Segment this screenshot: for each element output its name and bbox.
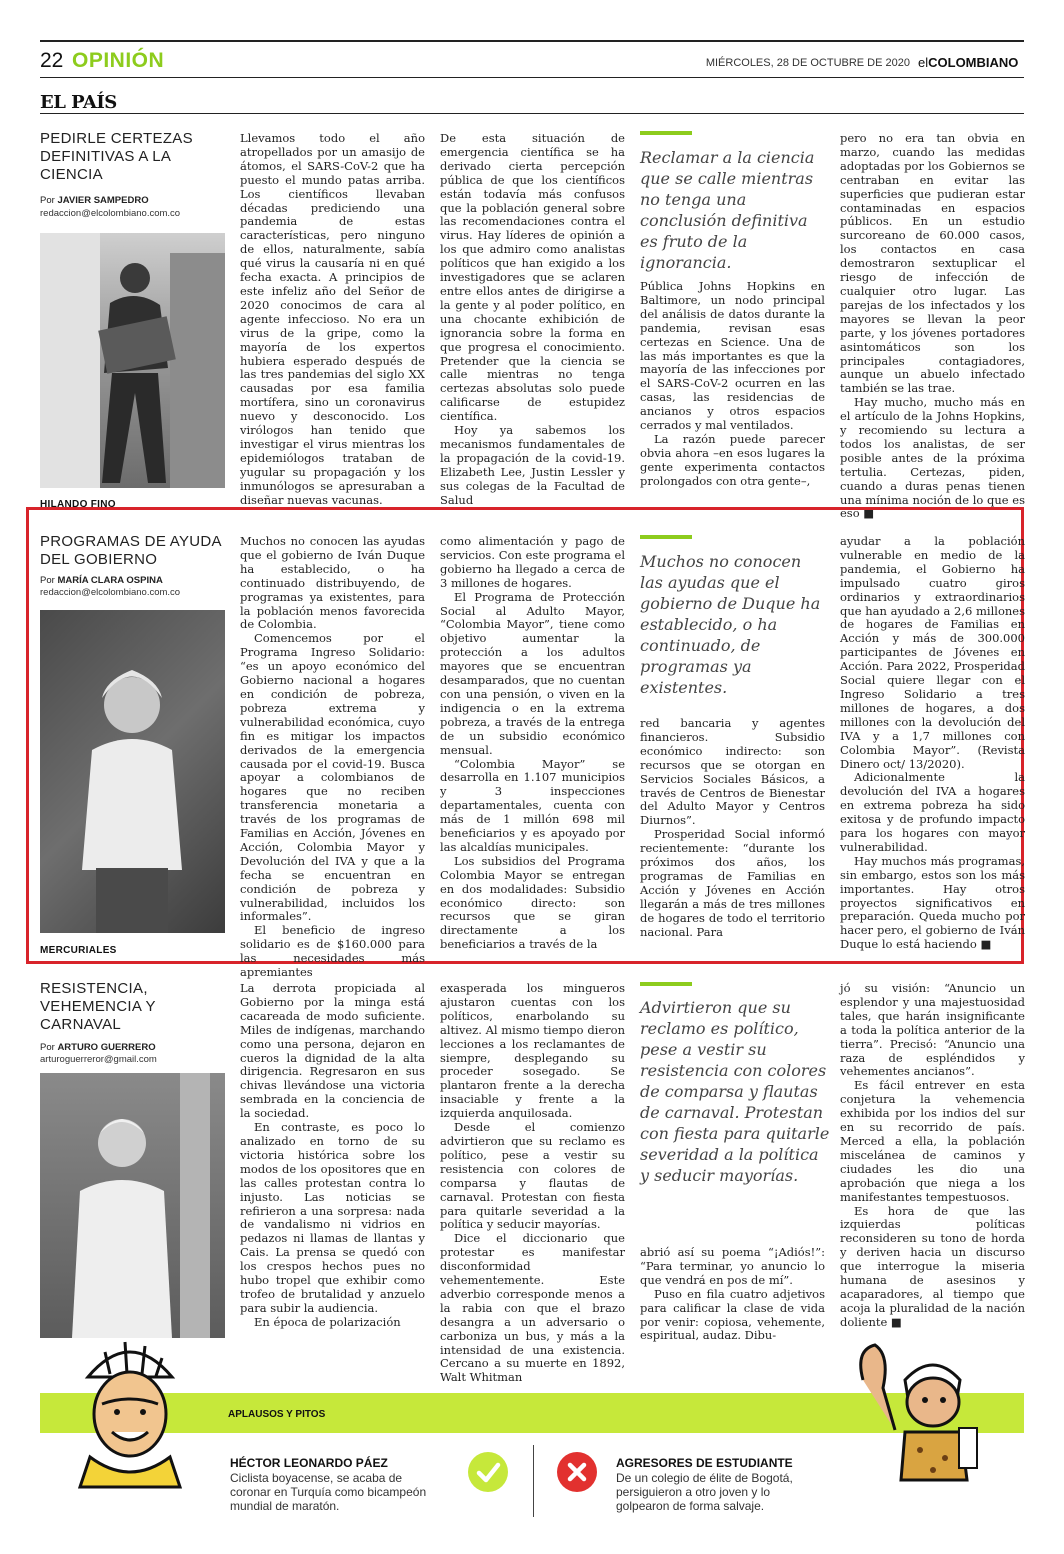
article3-email: arturoguerreror@gmail.com (40, 1054, 157, 1065)
brand-logo: elCOLOMBIANO (918, 55, 1019, 70)
paragraph: como alimentación y pago de servicios. Con este programa el gobierno ha llegado a cerca de 3 millones de hogares. (440, 534, 625, 590)
paragraph: En época de polarización (254, 1314, 401, 1329)
article2-column-tag: MERCURIALES (40, 945, 117, 956)
paragraph: “Colombia Mayor” se desarrolla en 1.107 municipios y 3 inspecciones departamentales, cuenta con más de 1 millón 698 mil beneficiarios y es apoyado por las alcaldías municipales. (440, 756, 625, 854)
paragraph: Pública Johns Hopkins en Baltimore, un nodo principal del análisis de datos durante la pandemia, revisan esas certezas en Science. Una de las más importantes es que la mayoría de las infecciones por el SARS-CoV-2 ocurren en las casas, las residencias de ancianos y otros espacios cerrados y mal ventilados. (640, 279, 825, 433)
paragraph: Muchos no conocen las ayudas que el gobierno de Iván Duque ha establecido, o ha continuado distribuyendo, de programas ya existentes, para la población menos favorecida de Colombia. (240, 534, 425, 632)
article2-byline: Por MARÍA CLARA OSPINA (40, 575, 163, 586)
article2-column-4 (840, 534, 1025, 952)
paragraph: Los subsidios del Programa Colombia Mayor se entregan en dos modalidades: Subsidio económico directo: son recursos que se giran directamente a los beneficiarios a través de la (440, 853, 625, 952)
paragraph: ayudar a la población vulnerable en medio de la pandemia, el Gobierno ha impulsado cuatro giros ordinarios y extraordinarios que han ayudado a 2,6 millones de hogares de Familias en Acción y más de 300.000 participantes de Jóvenes en Acción. Para 2022, Prosperidad Social quiere llegar con el Ingreso Solidario a tres millones de hogares, a dos millones con la devolución del IVA y a 1,7 millones con Colombia Mayor”. (Revista Dinero oct/ 13/2020). (840, 534, 1025, 771)
article1-column-1 (240, 131, 425, 507)
paragraph: Llevamos todo el año atropellados por un amasijo de átomos, el SARS-CoV-2 que ha puesto el mundo patas arriba. Los científicos llevaban décadas prediciendo una pandemia de estas características, pero ninguno de ellos, naturalmente, sabía qué virus la causaría ni en qué fecha exacta. A principios de este infeliz año del Señor de 2020 conocimos de cara al agente infeccioso. No era un virus de la gripe, como la mayoría de los expertos hubiera esperado después de las tres pandemias del siglo XX causadas por esa familia mortífera, sino un coronavirus nuevo y desconocido. Los virólogos han tenido que investigar el virus mientras los epidemiólogos trataban de yugular su propagación y los inmunólogos se apresuraban a diseñar nuevas vacunas. (240, 131, 425, 507)
section-title: OPINIÓN (72, 49, 165, 72)
top-rule (40, 40, 1024, 42)
aplausos-pitos-title: APLAUSOS Y PITOS (228, 1409, 326, 1420)
article3-byline: Por ARTURO GUERRERO (40, 1042, 156, 1053)
header-rule (40, 77, 1024, 78)
article1-column-2 (440, 131, 625, 507)
paragraph: Puso en fila cuatro adjetivos para calificar la clase de vida por venir: copiosa, vehemente, espiritual, audaz. Dibu- (640, 1286, 825, 1343)
article2-headline: PROGRAMAS DE AYUDA DEL GOBIERNO (40, 533, 221, 568)
masthead-rule (40, 113, 1024, 114)
article1-column-4 (840, 131, 1025, 521)
paragraph: Comencemos por el Programa Ingreso Solidario: “es un apoyo económico del Gobierno nacional a hogares en condición de pobreza, pobreza extrema y vulnerabilidad económica, cuyo fin es mitigar los impactos derivados de la emergencia causada por el covid-19. Busca apoyar a colombianos de hogares que no reciben transferencia monetaria a través de los programas de Familias en Acción, Jóvenes en Acción, Colombia Mayor y Devolución del IVA y que a la fecha se encuentran en condición de pobreza y vulnerabilidad, incluidos los informales”. (240, 631, 425, 924)
author-portrait (40, 610, 225, 933)
article1-pull-quote: Reclamar a la ciencia que se calle mientras no tenga una conclusión definitiva es fruto de la ignorancia. (640, 148, 815, 272)
paragraph: Es hora de que las izquierdas políticas reconsideren su tono de horda y deriven hacia un discurso que interrogue la miseria humana de asesinos y acaparadores, al tiempo que acoja la pluralidad de la nación doliente ■ (840, 1203, 1025, 1329)
applause-name: HÉCTOR LEONARDO PÁEZ (230, 1456, 388, 1470)
paragraph: Hay mucho, mucho más en el artículo de la Johns Hopkins, y recomiendo su lectura a todos los analistas, de ser posible antes de la próxima tertulia. Certezas, piden, cuando a duras penas tienen una mínima noción de lo que es eso ■ (840, 395, 1025, 521)
caveman-caricature (855, 1340, 985, 1490)
paragraph: El Programa de Protección Social al Adulto Mayor, “Colombia Mayor”, tiene como objetivo aumentar la protección a los adultos mayores que se encuentran desamparados, que no cuentan con una pensión, o viven en la indigencia o en la extrema pobreza, a través de la entrega de un subsidio económico mensual. (440, 589, 625, 757)
article3-column-4 (840, 982, 1025, 1357)
paragraph: Prosperidad Social informó recientemente: “durante los próximos dos años, los programas de Familias en Acción y Jóvenes en Acción llegarán a más de tres millones de hogares de todo el territorio nacional. Para (640, 827, 825, 939)
paragraph: En contraste, es poco lo analizado en torno de su victoria histórica sobre los modos de los opositores que en las calles protestan contra lo injusto. Las noticias se refirieron a una sorpresa: nada de vandalismo ni vidrios en pedazos ni llamas de llantas y Cais. La prensa se quedó con los crespos hechos pues no hubo tropel que exhibir como trofeo de brutalidad y anzuelo para subir la audiencia. (240, 1120, 425, 1315)
boo-name: AGRESORES DE ESTUDIANTE (616, 1456, 793, 1470)
paragraph: exasperada los mingueros ajustaron cuentas con los políticos, enarbolando su altivez. Al mismo tiempo dieron lecciones a los reclamantes de siempre, desplegando su proceder sosegado. Se plantaron frente a la derecha insaciable y frente a la izquierda anquilosada. (440, 981, 625, 1121)
footer-divider (533, 1445, 534, 1517)
article3-author: ARTURO GUERRERO (57, 1042, 156, 1053)
paragraph: Hay muchos más programas, sin embargo, estos son los más importantes. Hay otros proyectos significativos en preparación. Queda mucho por hacer pero, el gobierno de Iván Duque lo está haciendo ■ (840, 853, 1025, 952)
paragraph: El beneficio de ingreso solidario es de $160.000 para las necesidades más apremiantes (240, 923, 425, 980)
paragraph: red bancaria y agentes financieros. Subsidio económico indirecto: son recursos que se otorgan en Servicios Sociales Básicos, a través de Centros de Bienestar del Adulto Mayor y Centros Diurnos”. (640, 716, 825, 828)
article2-email: redaccion@elcolombiano.com.co (40, 587, 181, 598)
article3-pull-quote: Advirtieron que su reclamo es político, pese a vestir su resistencia con colores de comparsa y flautas de carnaval. Protestan con fiesta para quitarle severidad a la política y seducir mayorías. (640, 998, 830, 1185)
article2-column-2 (440, 534, 625, 952)
paragraph: De esta situación de emergencia científica se ha derivado cierta percepción pública de que los científicos están todavía más confusos que la población general sobre las recomendaciones contra el virus. Hay líderes de opinión a los que admiro como analistas políticos que han exigido a los investigadores que se aclaren entre ellos antes de dirigirse a la gente y al poder político, en una chocante exhibición de ignorancia sobre la forma en que progresa el conocimiento. Pretender que la ciencia se calle mientras no tenga certezas absolutas solo puede calificarse de estupidez científica. (440, 131, 625, 424)
article3-column-1 (240, 982, 425, 1357)
page-number: 22 (40, 49, 64, 72)
author-portrait (40, 1073, 225, 1338)
article3-author-photo (40, 1073, 225, 1338)
article3-column-2 (440, 981, 625, 1385)
article1-author-photo (40, 233, 225, 488)
statue-illustration (40, 233, 225, 488)
article1-byline: Por JAVIER SAMPEDRO (40, 195, 149, 206)
masthead-el-pais: EL PAÍS (40, 92, 117, 113)
article2-author: MARÍA CLARA OSPINA (57, 575, 163, 586)
article1-column-tag: HILANDO FINO (40, 499, 116, 510)
paragraph: Hoy ya sabemos los mecanismos fundamentales de la propagación de la covid-19. Elizabeth Lee, Justin Lessler y sus colegas de la Facultad de Salud (440, 423, 625, 507)
article2-pull-quote: Muchos no conocen las ayudas que el gobierno de Duque ha establecido, o ha continuado, de programas ya existentes. (640, 552, 821, 697)
article3-headline: RESISTENCIA, VEHEMENCIA Y CARNAVAL (40, 980, 156, 1033)
article1-pullquote-bar (640, 131, 692, 135)
article2-pullquote-bar (640, 535, 692, 539)
article2-column-3 (640, 717, 825, 939)
paragraph: Adicionalmente la devolución del IVA a hogares en extrema pobreza ha sido exitosa y de profundo impacto para los hogares con mayor vulnerabilidad. (840, 770, 1025, 854)
check-icon (468, 1452, 508, 1492)
article1-headline: PEDIRLE CERTEZAS DEFINITIVAS A LA CIENCIA (40, 130, 193, 183)
paragraph: La razón puede parecer obvia ahora –en esos lugares la gente experimenta contactos prolongados con otra gente–, (640, 431, 825, 488)
article2-column-1 (240, 534, 425, 980)
issue-date: MIÉRCOLES, 28 DE OCTUBRE DE 2020 (705, 57, 910, 69)
paragraph: abrió así su poema “¡Adiós!”: “Para terminar, yo anuncio lo que vendrá en pos de mí”. (640, 1245, 825, 1287)
boo-text: De un colegio de élite de Bogotá, persiguieron a otro joven y lo golpearon de forma salvaje. (616, 1471, 793, 1513)
applause-text: Ciclista boyacense, se acaba de coronar en Turquía como bicampeón mundial de maratón. (230, 1471, 427, 1513)
paragraph: Es fácil entrever en esta conjetura la vehemencia exhibida por los indios del sur en su recorrido de país. Merced a ella, la población miscelánea de caminos y ciudades les dio una aprobación que niega a los manifestantes tempestuosos. (840, 1078, 1025, 1204)
article1-column-3 (640, 280, 825, 492)
article1-author: JAVIER SAMPEDRO (57, 195, 149, 206)
paragraph: Desde el comienzo advirtieron que su reclamo es político, pese a vestir su resistencia con colores de comparsa y flautas de carnaval. Protestan con fiesta para quitarle severidad a la política y seducir mayorías. (440, 1120, 625, 1232)
cross-icon (557, 1452, 597, 1492)
article3-column-3 (640, 1246, 825, 1357)
paragraph: pero no era tan obvia en marzo, cuando las medidas adoptadas por los Gobiernos se centraban en evitar las superficies que pudieran estar contaminadas en espacios públicos. En un estudio surcoreano de 60.000 casos, los contactos en casa demostraron sextuplicar el riesgo de infección de cualquier otro lugar. Las parejas de los infectados y los mayores se llevan la peor parte, y los jóvenes portadores asintomáticos son los principales contagiadores, aunque un abuelo infectado también se las trae. (840, 131, 1025, 396)
article3-pullquote-bar (640, 982, 692, 986)
paragraph: La derrota propiciada al Gobierno por la minga está cacareada de modo suficiente. Miles de indígenas, marchando como una persona, dejaron en cueros la dignidad de la alta dirigencia. Regresaron en sus chivas llevándose una victoria sembrada en la conciencia de la sociedad. (240, 981, 425, 1121)
paragraph: jó su visión: “Anuncio un esplendor y una majestuosidad tales, que harán insignificante a toda la política anterior de la tierra”. Precisó: “Anuncio una raza de espléndidos y vehementes ancianos”. (840, 981, 1025, 1079)
cyclist-caricature (70, 1332, 190, 1487)
paragraph: Dice el diccionario que protestar es manifestar disconformidad vehementemente. Este adverbio corresponde menos a la rabia con que el brazo desangra a un adversario o carboniza un bus, y más a la intensidad de una existencia. Cercano a su muerte en 1892, Walt Whitman (440, 1231, 625, 1385)
article1-email: redaccion@elcolombiano.com.co (40, 208, 181, 219)
article2-author-photo (40, 610, 225, 933)
